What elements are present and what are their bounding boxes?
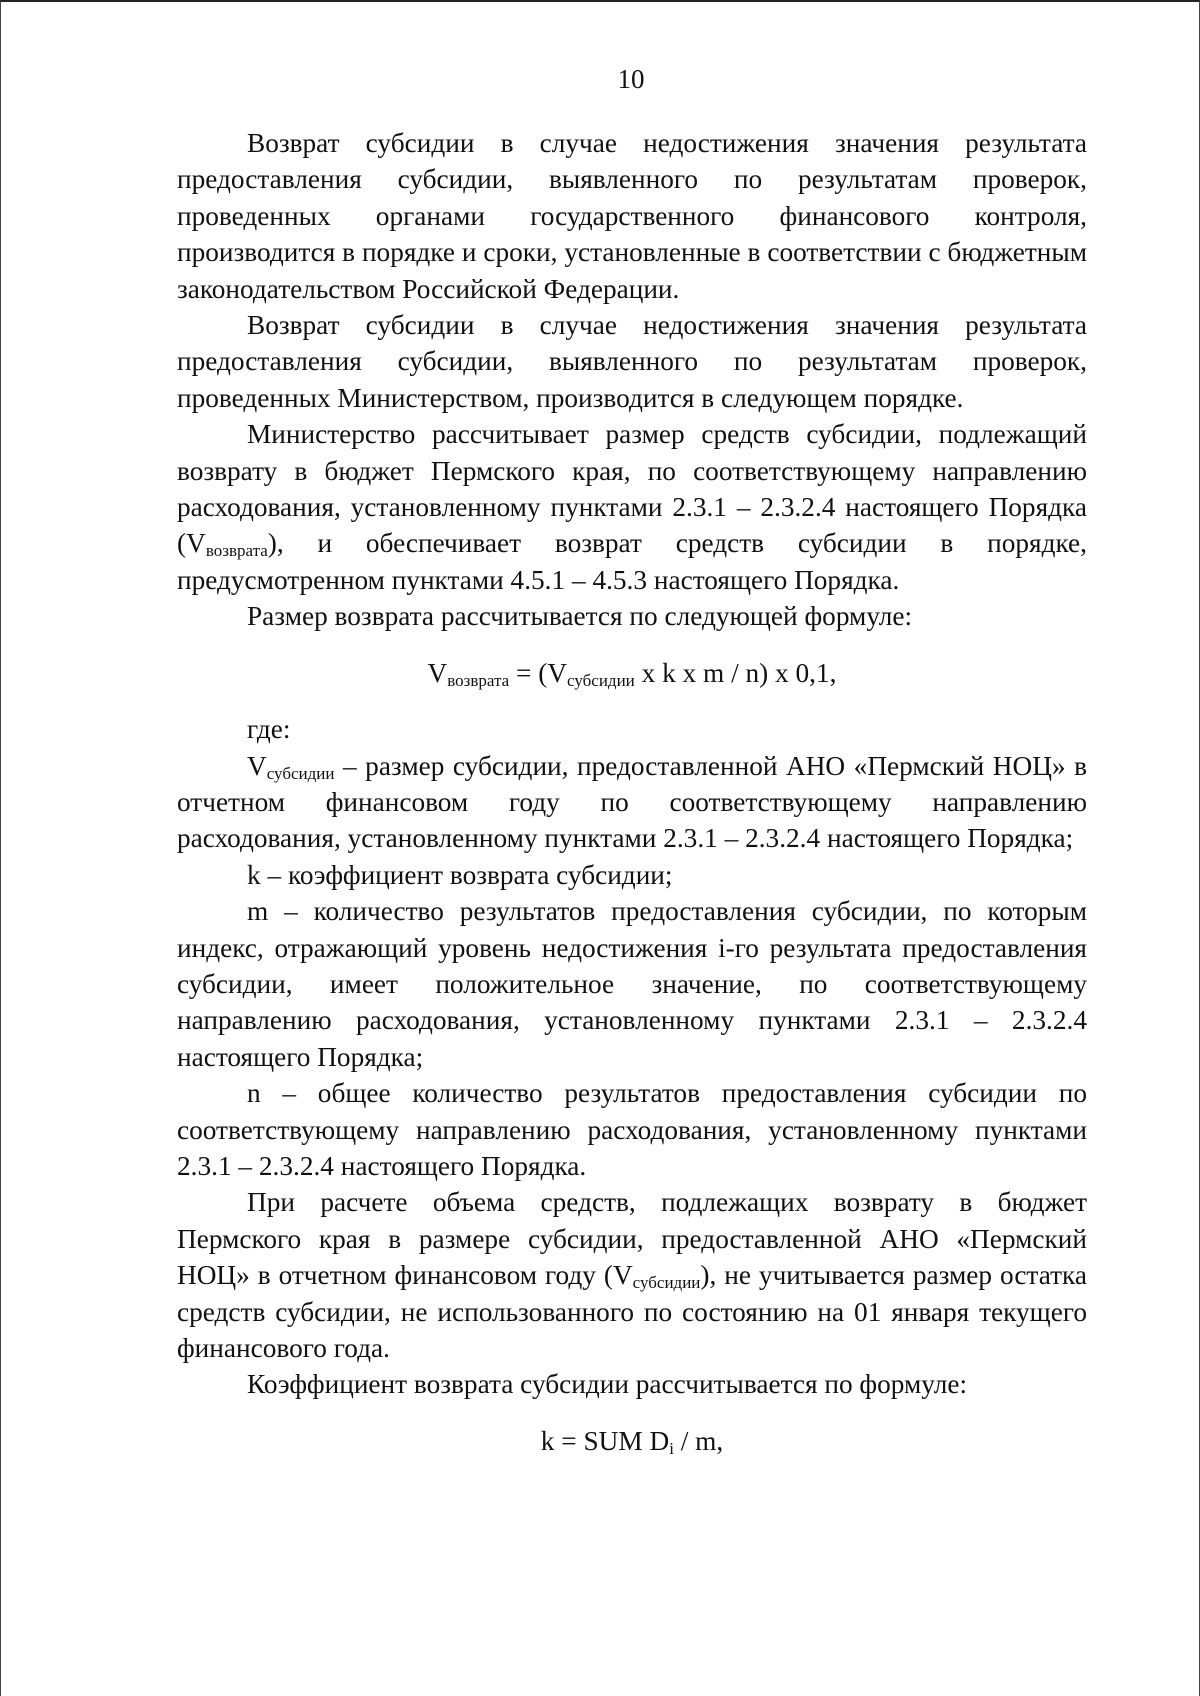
document-body xyxy=(177,125,1087,1459)
formula-segment: x k x m / n) x 0,1, xyxy=(634,657,837,688)
paragraph-coefficient-intro: Коэффициент возврата субсидии рассчитывается по формуле: xyxy=(247,1369,968,1400)
formula-subscript: i xyxy=(669,1438,674,1458)
definition-v-subsidy xyxy=(177,748,1087,857)
formula-return-amount xyxy=(177,655,1087,691)
page-number: 10 xyxy=(617,64,645,94)
formula-coefficient xyxy=(177,1423,1087,1459)
formula-subscript: субсидии xyxy=(567,670,635,690)
formula-segment: = (V xyxy=(509,657,568,688)
definition-n: n – общее количество результатов предоставления субсидии по соответствующему направлению расходования, установленному пунктами 2.3.1 – 2.3.2.4 настоящего Порядка. xyxy=(177,1078,1087,1181)
text-segment: – размер субсидии, предоставленной АНО «Пермский НОЦ» в отчетном финансовом году по соответствующему направлению расходования, установленному пунктами 2.3.1 – 2.3.2.4 настоящего Порядка; xyxy=(177,750,1087,854)
text-segment: Министерство рассчитывает размер средств субсидии, подлежащий возврату в бюджет Пермского края, по соответствующему направлению расходования, установленному пунктами 2.3.1 – 2.3.2.4 настоящего Порядка (V xyxy=(177,419,1087,559)
formula-subscript: возврата xyxy=(447,670,510,690)
text-segment: V xyxy=(247,750,267,781)
where-label: где: xyxy=(247,714,291,745)
text-segment: ), не учитывается размер остатка средств субсидии, не использованного по состоянию на 01 января текущего финансового года. xyxy=(177,1260,1087,1363)
definition-k: k – коэффициент возврата субсидии; xyxy=(247,859,673,890)
text-segment: ), и обеспечивает возврат средств субсидии в порядке, предусмотренном пунктами 4.5.1 – 4.5.3 настоящего Порядка. xyxy=(177,528,1087,595)
paragraph-ministry-calculates xyxy=(177,416,1087,598)
paragraph-return-control: Возврат субсидии в случае недостижения значения результата предоставления субсидии, выявленного по результатам проверок, проведенных органами государственного финансового контроля, производится в порядке и сроки, установленные в соответствии с бюджетным законодательством Российской Федерации. xyxy=(177,128,1087,304)
formula-segment: k = SUM D xyxy=(540,1425,670,1456)
paragraph-calculation-note xyxy=(177,1184,1087,1366)
definition-m: m – количество результатов предоставления субсидии, по которым индекс, отражающий уровень недостижения i-го результата предоставления субсидии, имеет положительное значение, по соответствующему направлению расходования, установленному пунктами 2.3.1 – 2.3.2.4 настоящего Порядка; xyxy=(177,896,1087,1072)
paragraph-return-ministry: Возврат субсидии в случае недостижения значения результата предоставления субсидии, выявленного по результатам проверок, проведенных Министерством, производится в следующем порядке. xyxy=(177,310,1087,413)
subscript: субсидии xyxy=(266,763,335,783)
text-segment: При расчете объема средств, подлежащих возврату в бюджет Пермского края в размере субсидии, предоставленной АНО «Пермский НОЦ» в отчетном финансовом году (V xyxy=(177,1187,1087,1291)
formula-segment: / m, xyxy=(673,1425,724,1456)
subscript: возврата xyxy=(205,541,268,561)
paragraph-formula-intro: Размер возврата рассчитывается по следующей формуле: xyxy=(247,601,913,632)
formula-symbol: V xyxy=(427,657,448,688)
subscript: субсидии xyxy=(632,1273,701,1293)
